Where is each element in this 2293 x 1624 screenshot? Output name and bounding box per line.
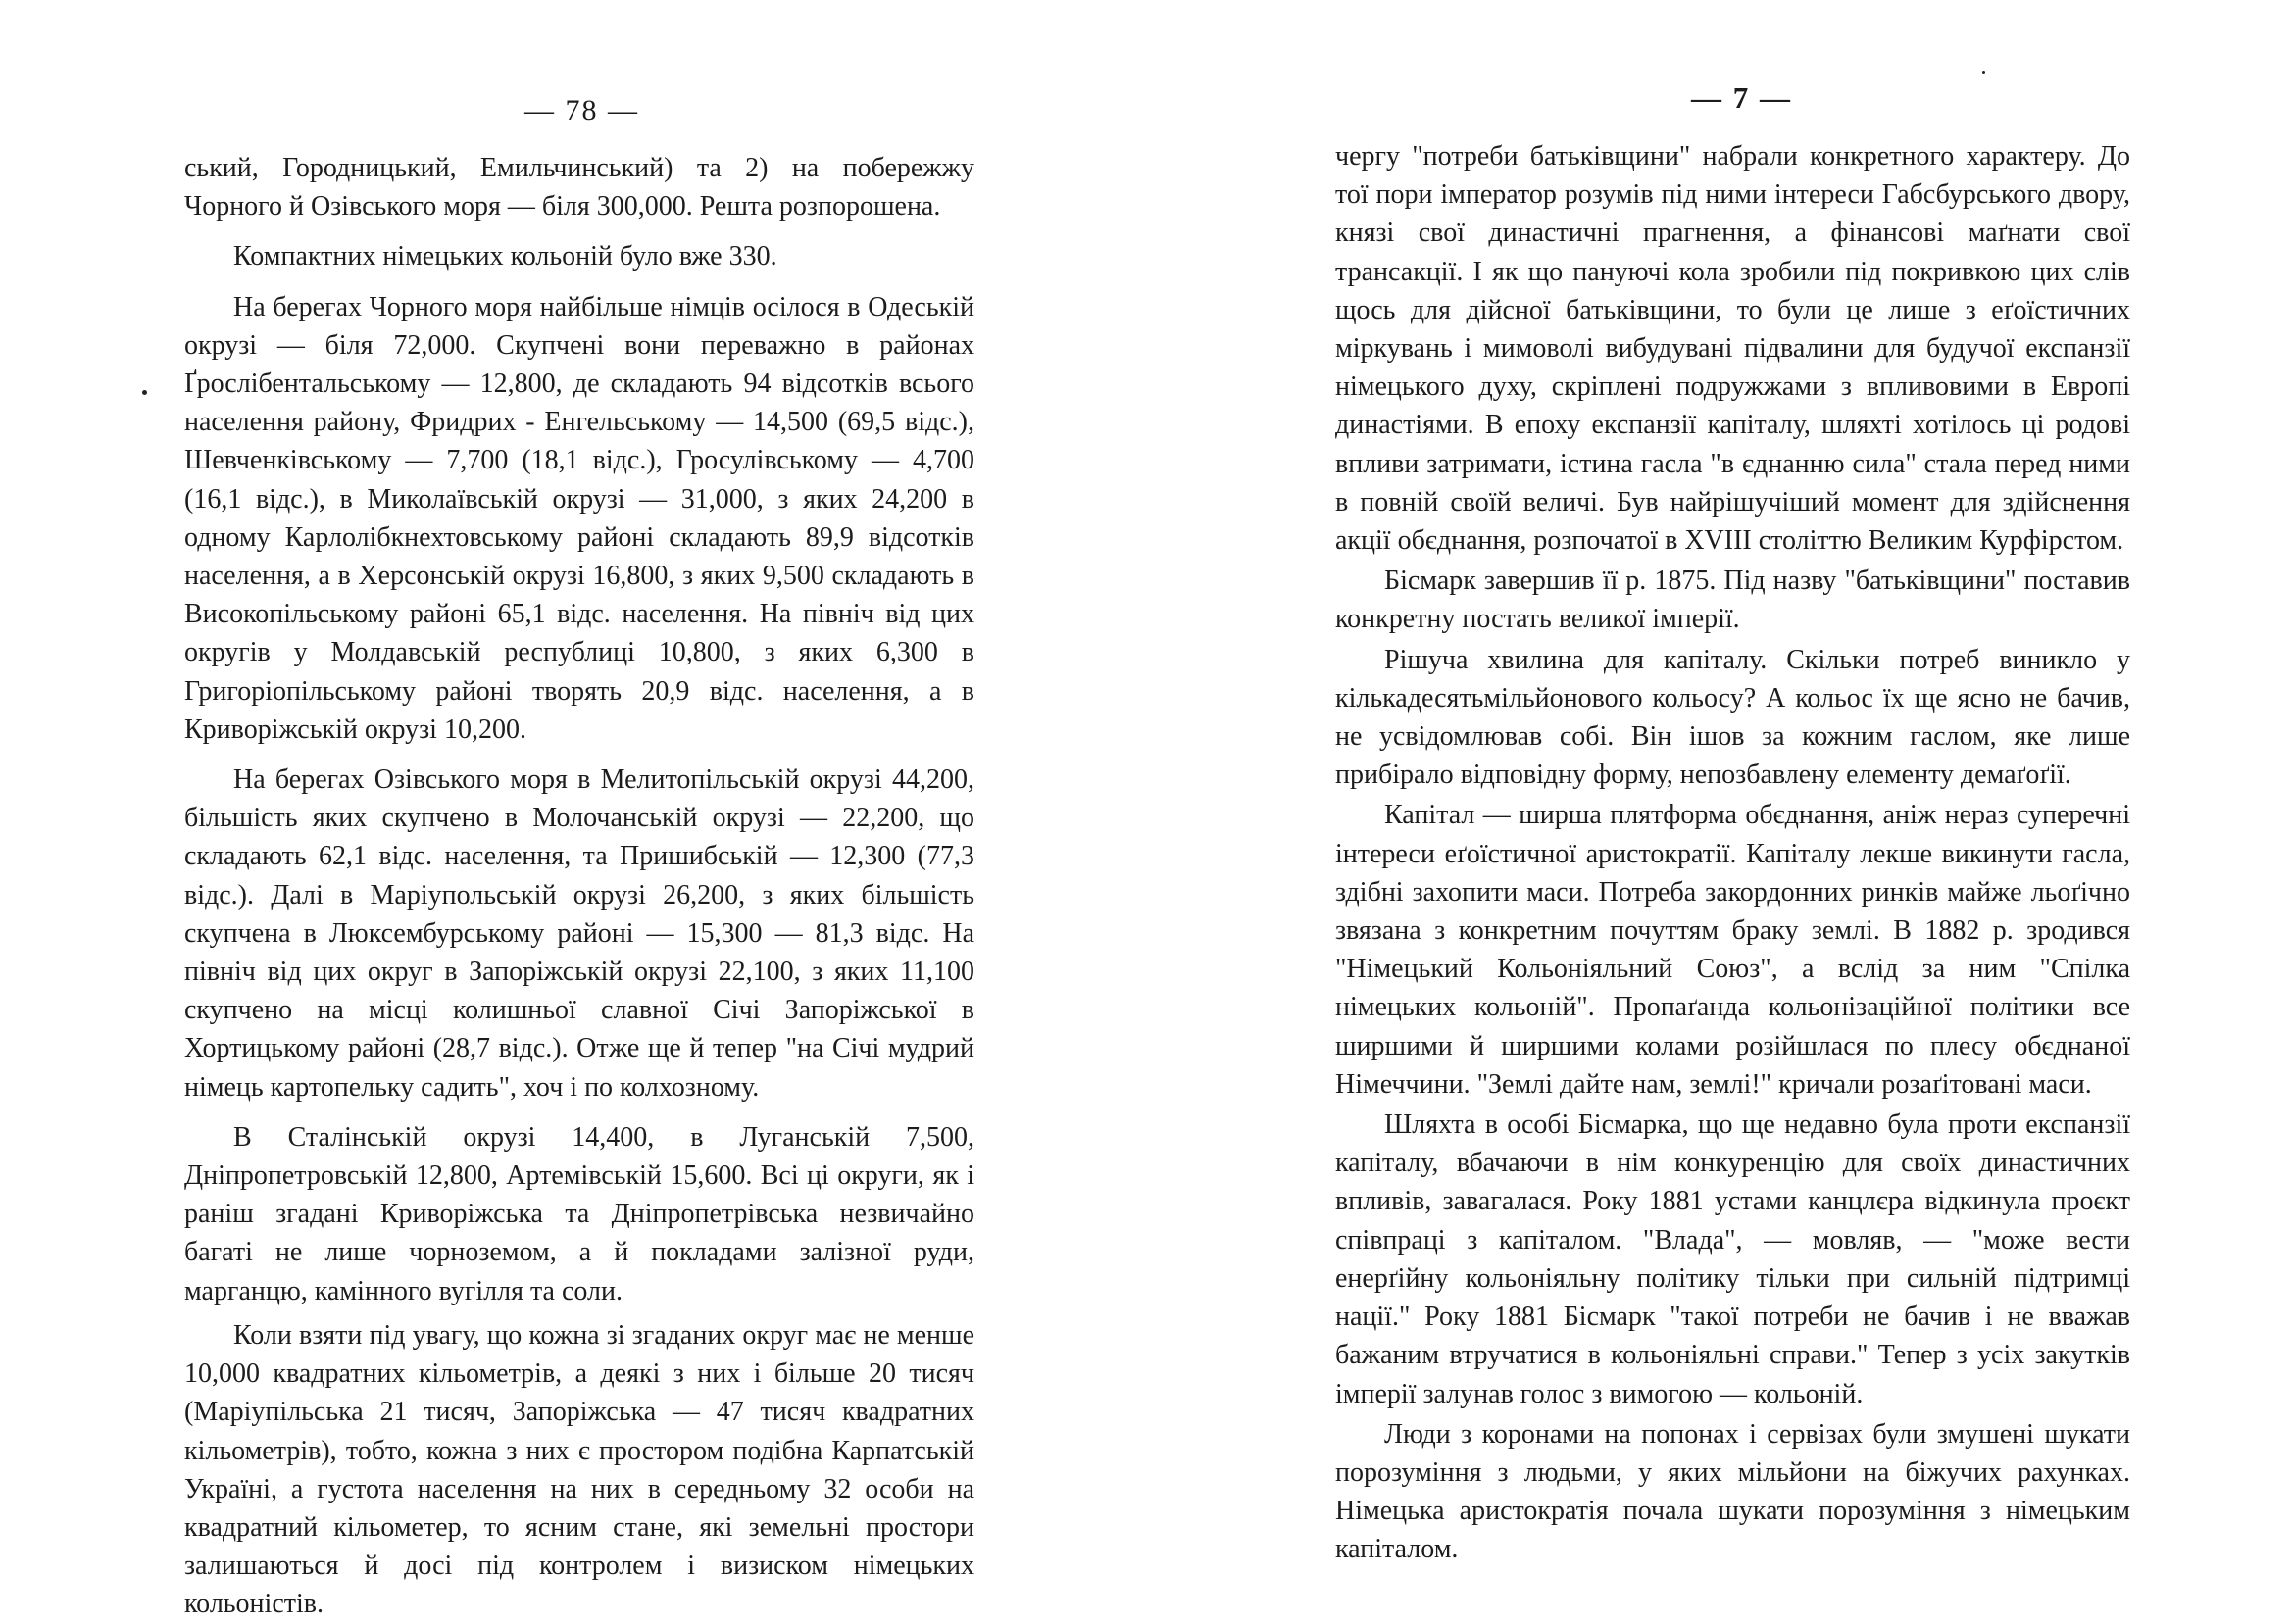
left-paragraph-2: Компактних німецьких кольоній було вже 330. bbox=[233, 241, 777, 272]
left-paragraph-3: На берегах Чорного моря найбільше німців осілося в Одеській окрузі — біля 72,000. Скупчені вони переважно в районах Ґрослібентальському — 12,800, де складають 94 відсотків всього населення району, Фридрих - Енгельському — 14,500 (69,5 відс.), Шевченківському — 7,700 (18,1 відс.), Гросулівському — 4,700 (16,1 відс.), в Миколаївській окрузі — 31,000, з яких 24,200 в одному Карлолібкнехтовському районі складають 89,9 відсотків населення, а в Херсонській окрузі 16,800, з яких 9,500 складають в Високопільському районі 65,1 відс. населення. На північ від цих округів у Молдавській республиці 10,800, з яких 6,300 в Григоріопільському районі творять 20,9 відс. населення, а в Криворіжській окрузі 10,200. bbox=[184, 291, 974, 745]
left-page-number: — 78 — bbox=[524, 94, 639, 126]
margin-mark bbox=[142, 390, 147, 395]
right-paragraph-4: Капітал — ширша плятформа обєднання, аніж нераз суперечні інтереси еґоїстичної аристократії. Капіталу лекше викинути гасла, здібні захопити маси. Потреба закордонних ринків майже льоґічно звязана з конкретним почуттям браку землі. В 1882 р. зродився "Німецький Кольоніяльний Союз", а вслід за ним "Спілка німецьких кольоній". Пропаґанда кольонізаційної політики все ширшими й ширшими колами розійшлася по плесу обєднаної Німеччини. "Землі дайте нам, землі!" кричали розаґітовані маси. bbox=[1335, 800, 2130, 1100]
left-paragraph-6: Коли взяти під увагу, що кожна зі згаданих округ має не менше 10,000 квадратних кільометрів, а деякі з них і більше 20 тисяч (Маріупільська 21 тисяч, Запоріжська — 47 тисяч квадратних кільометрів), тобто, кожна з них є простором подібна Карпатській Україні, а густота населення на них в середньому 32 особи на квадратний кільометер, то ясним стане, які земельні простори залишаються й досі під контролем і визиском німецьких кольоністів. bbox=[184, 1319, 974, 1620]
left-paragraph-1: ський, Городницький, Емильчинський) та 2) на побережжу Чорного й Озівського моря — біля 300,000. Решта розпорошена. bbox=[184, 153, 974, 222]
right-paragraph-2: Бісмарк завершив її р. 1875. Під назву "батьківщини" поставив конкретну постать великої імперії. bbox=[1335, 566, 2130, 635]
right-page-text bbox=[1335, 137, 2130, 1569]
right-paragraph-1: чергу "потреби батьківщини" набрали конкретного характеру. До тої пори імператор розумів під ними інтереси Габсбурського двору, князі свої династичні прагнення, а фінансові маґнати свої трансакції. І як що пануючі кола зробили під покривкою цих слів щось для дійсної батьківщини, то були це лише з еґоїстичних міркувань і мимоволі вибудувані підвалини для будучої експанзії німецького духу, скріплені подружжами з впливовими в Европі династіями. В епоху експанзії капіталу, шляхті хотілось ці родові впливи затримати, істина гасла "в єднанню сила" стала перед ними в повній своїй величі. Був найрішучіший момент для здійснення акції обєднання, розпочатої в XVIII століттю Великим Курфірстом. bbox=[1335, 141, 2130, 557]
left-page bbox=[0, 0, 1147, 1620]
right-paragraph-5: Шляхта в особі Бісмарка, що ще недавно була проти експанзії капіталу, вбачаючи в нім конкуренцію для своїх династичних впливів, завагалася. Року 1881 устами канцлєра відкинула проєкт співпраці з капіталом. "Влада", — мовляв, — "може вести енерґійну кольоніяльну політику тільки при сильній підтримці нації." Року 1881 Бісмарк "такої потреби не бачив і не вважав бажаним втручатися в кольоніяльні справи." Тепер з усіх закутків імперії залунав голос з вимогою — кольоній. bbox=[1335, 1109, 2130, 1409]
left-page-text bbox=[184, 149, 974, 1624]
right-page bbox=[1147, 0, 2293, 1591]
right-paragraph-6: Люди з коронами на попонах і сервізах були змушені шукати порозуміння з людьми, у яких мільйони на біжучих рахунках. Німецька аристократія почала шукати порозуміння з німецьким капіталом. bbox=[1335, 1418, 2130, 1565]
margin-mark-right bbox=[1982, 71, 1985, 74]
right-paragraph-3: Рішуча хвилина для капіталу. Скільки потреб виникло у кількадесятьмільйонового кольосу? А кольос їх ще ясно не бачив, не усвідомлював собі. Він ішов за кожним гаслом, яке лише прибірало відповідну форму, непозбавлену елементу демаґоґії. bbox=[1335, 644, 2130, 791]
left-paragraph-5: В Сталінській окрузі 14,400, в Луганській 7,500, Дніпропетровській 12,800, Артемівській 15,600. Всі ці округи, як і раніш згадані Криворіжська та Дніпропетрівська незвичайно багаті не лише чорноземом, а й покладами залізної руди, марганцю, камінного вугілля та соли. bbox=[184, 1121, 974, 1306]
right-page-number: — 7 — bbox=[1691, 80, 1792, 115]
left-paragraph-4: На берегах Озівського моря в Мелитопільській окрузі 44,200, більшість яких скупчено в Молочанській окрузі — 22,200, що складають 62,1 відс. населення, та Пришибській — 12,300 (77,3 відс.). Далі в Маріупольській окрузі 26,200, з яких більшість скупчена в Люксембурському районі — 15,300 — 81,3 відс. На північ від цих округ в Запоріжській окрузі 22,100, з яких 11,100 скупчено на місці колишньої славної Січі Запоріжської в Хортицькому районі (28,7 відс.). Отже ще й тепер "на Січі мудрий німець картопельку садить", хоч і по колхозному. bbox=[184, 764, 974, 1103]
